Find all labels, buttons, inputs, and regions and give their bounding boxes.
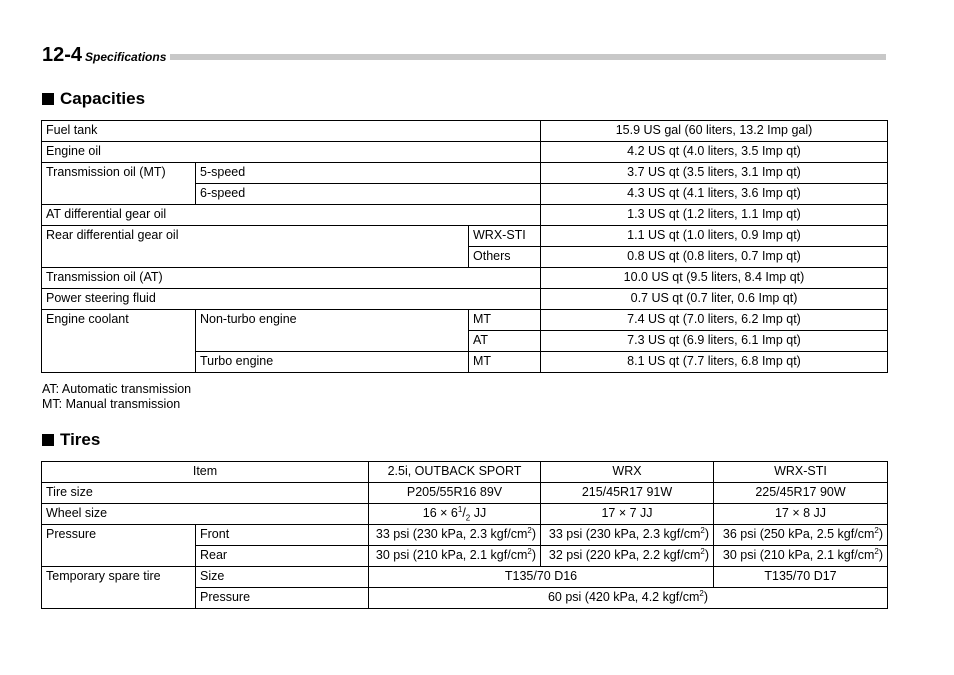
spare-size-wrxsti: T135/70 D17 — [714, 567, 888, 588]
tire-size-label: Tire size — [42, 483, 369, 504]
table-row — [42, 504, 888, 525]
pressure-front-wrxsti: 36 psi (250 kPa, 2.5 kgf/$cm^2$) — [714, 525, 888, 546]
tire-size-wrxsti: 225/45R17 90W — [714, 483, 888, 504]
pressure-rear-wrxsti: 30 psi (210 kPa, 2.1 kgf/$cm^2$) — [714, 546, 888, 567]
pressure-front-label: Front — [196, 525, 369, 546]
rear-diff-others-value: 0.8 US qt (0.8 liters, 0.7 Imp qt) — [541, 247, 888, 268]
spare-pressure-value: 60 psi (420 kPa, 4.2 kgf/$cm^2$) — [369, 588, 888, 609]
table-row — [42, 483, 888, 504]
trans-6speed-value: 4.3 US qt (4.1 liters, 3.6 Imp qt) — [541, 184, 888, 205]
coolant-turbo-mt-value: 8.1 US qt (7.7 liters, 6.8 Imp qt) — [541, 352, 888, 373]
wheel-size-wrx: 17 × 7 JJ — [541, 504, 714, 525]
abbreviation-notes — [42, 382, 191, 412]
table-row — [42, 226, 888, 247]
capacities-heading: Capacities — [42, 89, 145, 109]
fuel-tank-value: 15.9 US gal (60 liters, 13.2 Imp gal) — [541, 121, 888, 142]
rear-diff-label: Rear differential gear oil — [42, 226, 469, 268]
tire-size-outback: P205/55R16 89V — [369, 483, 541, 504]
trans-mt-label: Transmission oil (MT) — [42, 163, 196, 205]
coolant-turbo-mt-label: MT — [469, 352, 541, 373]
coolant-nonturbo-label: Non-turbo engine — [196, 310, 469, 352]
coolant-turbo-label: Turbo engine — [196, 352, 469, 373]
square-bullet-icon — [42, 434, 54, 446]
trans-at-value: 10.0 US qt (9.5 liters, 8.4 Imp qt) — [541, 268, 888, 289]
trans-at-label: Transmission oil (AT) — [42, 268, 541, 289]
header-outback: 2.5i, OUTBACK SPORT — [369, 462, 541, 483]
fuel-tank-label: Fuel tank — [42, 121, 541, 142]
tires-heading: Tires — [42, 430, 100, 450]
engine-oil-label: Engine oil — [42, 142, 541, 163]
power-steering-label: Power steering fluid — [42, 289, 541, 310]
table-header-row — [42, 462, 888, 483]
header-wrxsti: WRX-STI — [714, 462, 888, 483]
trans-5speed-label: 5-speed — [196, 163, 541, 184]
table-row — [42, 163, 888, 184]
table-row — [42, 310, 888, 331]
trans-6speed-label: 6-speed — [196, 184, 541, 205]
table-row — [42, 525, 888, 546]
section-name: Specifications — [85, 50, 167, 64]
note-mt: MT: Manual transmission — [42, 397, 181, 411]
capacities-table — [41, 120, 888, 373]
rear-diff-others-label: Others — [469, 247, 541, 268]
tires-table — [41, 461, 888, 609]
pressure-front-wrx: 33 psi (230 kPa, 2.3 kgf/$cm^2$) — [541, 525, 714, 546]
table-row — [42, 142, 888, 163]
pressure-rear-outback: 30 psi (210 kPa, 2.1 kgf/$cm^2$) — [369, 546, 541, 567]
table-row — [42, 268, 888, 289]
wheel-size-wrxsti: 17 × 8 JJ — [714, 504, 888, 525]
spare-label: Temporary spare tire — [42, 567, 196, 609]
coolant-nonturbo-at-label: AT — [469, 331, 541, 352]
rear-diff-wrxsti-value: 1.1 US qt (1.0 liters, 0.9 Imp qt) — [541, 226, 888, 247]
header-wrx: WRX — [541, 462, 714, 483]
trans-5speed-value: 3.7 US qt (3.5 liters, 3.1 Imp qt) — [541, 163, 888, 184]
pressure-rear-wrx: 32 psi (220 kPa, 2.2 kgf/$cm^2$) — [541, 546, 714, 567]
spare-size-label: Size — [196, 567, 369, 588]
pressure-label: Pressure — [42, 525, 196, 567]
square-bullet-icon — [42, 93, 54, 105]
wheel-size-label: Wheel size — [42, 504, 369, 525]
pressure-front-outback: 33 psi (230 kPa, 2.3 kgf/$cm^2$) — [369, 525, 541, 546]
note-at: AT: Automatic transmission — [42, 382, 192, 396]
header-item: Item — [42, 462, 369, 483]
table-row — [42, 205, 888, 226]
pressure-rear-label: Rear — [196, 546, 369, 567]
tire-size-wrx: 215/45R17 91W — [541, 483, 714, 504]
wheel-size-outback: $16 \times 6^1/_2$ JJ — [369, 504, 541, 525]
at-diff-value: 1.3 US qt (1.2 liters, 1.1 Imp qt) — [541, 205, 888, 226]
engine-oil-value: 4.2 US qt (4.0 liters, 3.5 Imp qt) — [541, 142, 888, 163]
table-row — [42, 289, 888, 310]
coolant-nonturbo-at-value: 7.3 US qt (6.9 liters, 6.1 Imp qt) — [541, 331, 888, 352]
table-row — [42, 121, 888, 142]
rear-diff-wrxsti-label: WRX-STI — [469, 226, 541, 247]
page-header — [42, 44, 886, 66]
table-row — [42, 567, 888, 588]
spare-size-outback-wrx: T135/70 D16 — [369, 567, 714, 588]
coolant-label: Engine coolant — [42, 310, 196, 373]
coolant-nonturbo-mt-value: 7.4 US qt (7.0 liters, 6.2 Imp qt) — [541, 310, 888, 331]
spare-pressure-label: Pressure — [196, 588, 369, 609]
power-steering-value: 0.7 US qt (0.7 liter, 0.6 Imp qt) — [541, 289, 888, 310]
at-diff-label: AT differential gear oil — [42, 205, 541, 226]
coolant-nonturbo-mt-label: MT — [469, 310, 541, 331]
page-number: 12-4 Specifications — [42, 44, 170, 68]
